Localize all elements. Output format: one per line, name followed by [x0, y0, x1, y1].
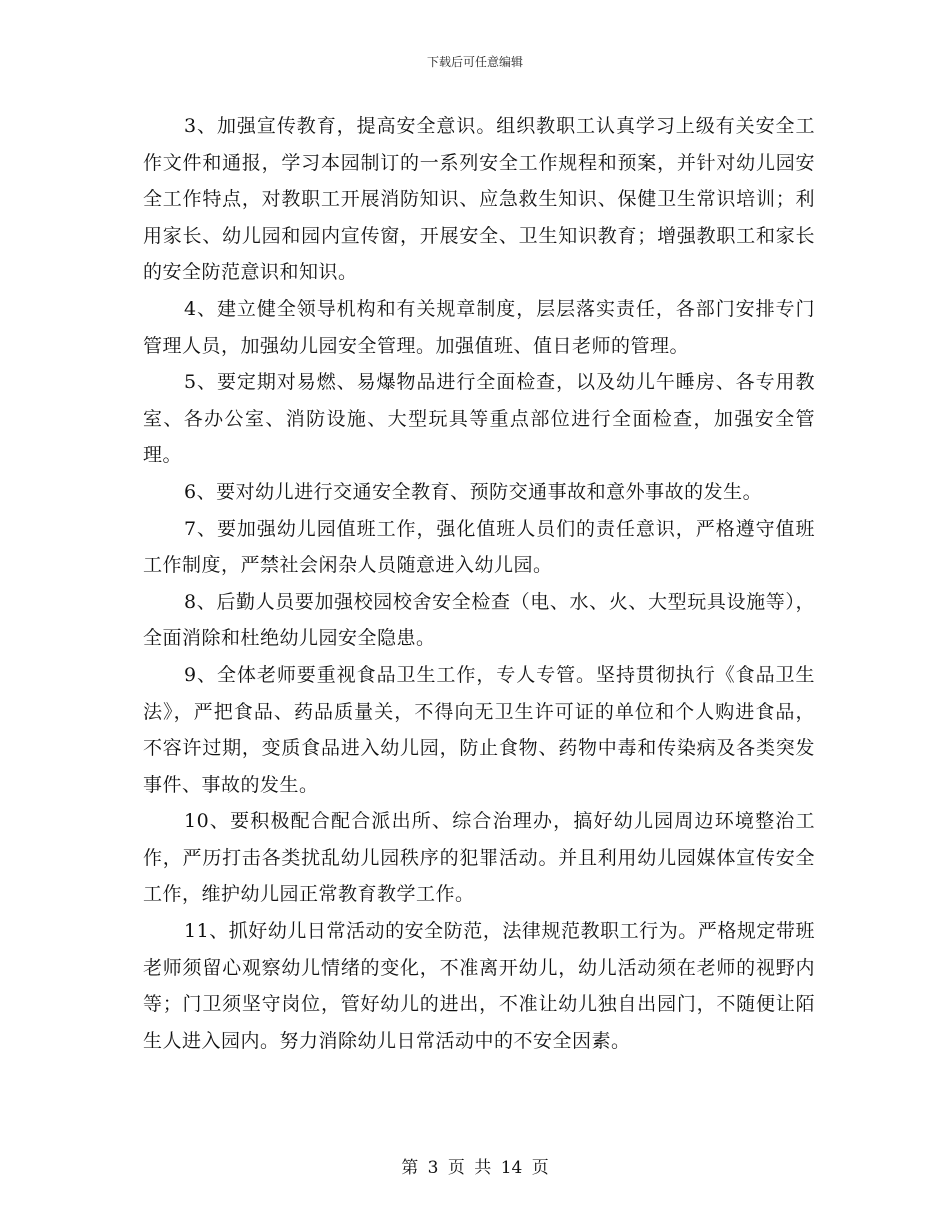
page-number-footer: 第 3 页 共 14 页	[401, 1158, 549, 1178]
paragraph-4: 4、建立健全领导机构和有关规章制度，层层落实责任，各部门安排专门管理人员，加强幼儿园安全管理。加强值班、值日老师的管理。	[143, 297, 815, 357]
paragraph-11: 11、抓好幼儿日常活动的安全防范，法律规范教职工行为。严格规定带班老师须留心观察幼儿情绪的变化，不准离开幼儿，幼儿活动须在老师的视野内等；门卫须坚守岗位，管好幼儿的进出，不准让幼儿独自出园门，不随便让陌生人进入园内。努力消除幼儿日常活动中的不安全因素。	[143, 920, 815, 1052]
paragraph-9: 9、全体老师要重视食品卫生工作，专人专管。坚持贯彻执行《食品卫生法》，严把食品、药品质量关，不得向无卫生许可证的单位和个人购进食品，不容许过期，变质食品进入幼儿园，防止食物、药物中毒和传染病及各类突发事件、事故的发生。	[143, 663, 815, 796]
paragraph-6: 6、要对幼儿进行交通安全教育、预防交通事故和意外事故的发生。	[184, 480, 763, 503]
paragraph-7: 7、要加强幼儿园值班工作，强化值班人员们的责任意识，严格遵守值班工作制度，严禁社会闲杂人员随意进入幼儿园。	[143, 517, 815, 577]
paragraph-10: 10、要积极配合配合派出所、综合治理办，搞好幼儿园周边环境整治工作，严历打击各类扰乱幼儿园秩序的犯罪活动。并且利用幼儿园媒体宣传安全工作，维护幼儿园正常教育教学工作。	[143, 810, 815, 906]
document-body	[143, 108, 815, 1059]
paragraph-3: 3、加强宣传教育，提高安全意识。组织教职工认真学习上级有关安全工作文件和通报，学习本园制订的一系列安全工作规程和预案，并针对幼儿园安全工作特点，对教职工开展消防知识、应急救生知识、保健卫生常识培训；利用家长、幼儿园和园内宣传窗，开展安全、卫生知识教育；增强教职工和家长的安全防范意识和知识。	[143, 115, 815, 284]
page-header: 下载后可任意编辑	[426, 55, 523, 69]
paragraph-5: 5、要定期对易燃、易爆物品进行全面检查，以及幼儿午睡房、各专用教室、各办公室、消防设施、大型玩具等重点部位进行全面检查，加强安全管理。	[143, 371, 815, 467]
paragraph-8: 8、后勤人员要加强校园校舍安全检查（电、水、火、大型玩具设施等），全面消除和杜绝幼儿园安全隐患。	[143, 590, 815, 650]
